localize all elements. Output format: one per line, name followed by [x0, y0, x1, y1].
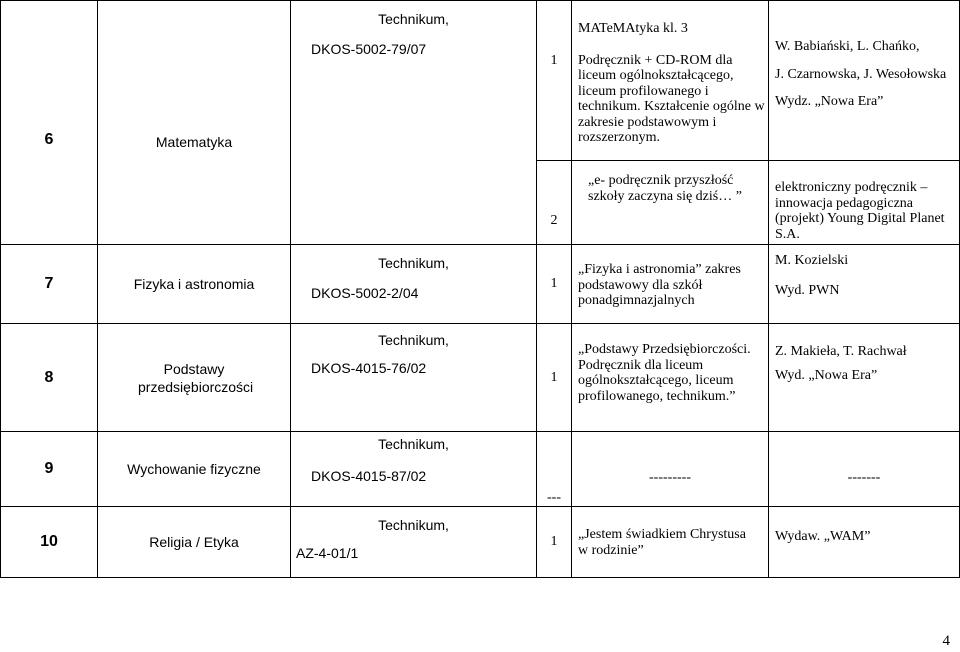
- title-line: Podręcznik + CD-ROM dla: [578, 52, 733, 68]
- subject-cell: [98, 1, 291, 245]
- school-code-cell: [291, 324, 537, 432]
- part-number: 1: [537, 324, 572, 432]
- title-line: w rodzinie”: [578, 542, 644, 558]
- page-number: 4: [942, 633, 950, 649]
- title-cell: [572, 324, 769, 432]
- school-code-cell: [291, 432, 537, 507]
- school-type: Technikum,: [378, 255, 449, 271]
- title-line: liceum profilowanego i: [578, 83, 709, 99]
- subject-name: Matematyka: [155, 134, 233, 150]
- author-cell: [769, 324, 960, 432]
- author-cell: [769, 161, 960, 245]
- title-line: zakresie podstawowym i: [578, 114, 717, 130]
- school-code-cell: [291, 245, 537, 324]
- approval-code: DKOS-4015-76/02: [311, 360, 427, 376]
- approval-code: DKOS-5002-79/07: [311, 41, 427, 57]
- title-line: „Podstawy Przedsiębiorczości.: [578, 342, 751, 357]
- school-type: Technikum,: [378, 332, 449, 348]
- table-row: [1, 432, 960, 507]
- author-line: S.A.: [775, 226, 800, 242]
- title-cell: [572, 432, 769, 507]
- title-line: rozszerzonym.: [578, 130, 661, 145]
- subject-name: Fizyka i astronomia: [98, 245, 291, 324]
- approval-code: DKOS-5002-2/04: [311, 285, 419, 301]
- title-line: szkoły zaczyna się dziś… ”: [588, 188, 742, 204]
- title-line: ---------: [649, 470, 691, 485]
- author-line: Z. Makieła, T. Rachwał: [775, 344, 907, 359]
- author-cell: [769, 507, 960, 578]
- part-number: [537, 1, 572, 161]
- school-code-cell: [291, 507, 537, 578]
- part-number: [537, 161, 572, 245]
- title-line: ogólnokształcącego, liceum: [578, 373, 734, 388]
- title-line: profilowanego, technikum.”: [578, 388, 736, 404]
- author-line: J. Czarnowska, J. Wesołowska: [775, 66, 947, 82]
- approval-code: DKOS-4015-87/02: [311, 468, 427, 484]
- title-cell: [572, 161, 769, 245]
- title-line: ponadgimnazjalnych: [578, 293, 695, 308]
- author-line: Wydaw. „WAM”: [775, 529, 871, 544]
- title-line: MATeMAtyka kl. 3: [578, 21, 688, 36]
- author-cell: [769, 245, 960, 324]
- subject-name: Podstawy przedsiębiorczości: [98, 324, 291, 432]
- part-number: [537, 432, 572, 507]
- row-number: 9: [1, 432, 98, 507]
- part-number: 1: [537, 507, 572, 578]
- title-line: technikum. Kształcenie ogólne w: [578, 99, 765, 114]
- school-type: Technikum,: [378, 436, 449, 452]
- title-cell: [572, 1, 769, 161]
- title-line: „Fizyka i astronomia” zakres: [578, 262, 741, 277]
- part-number-text: 1: [550, 53, 558, 68]
- row-number-text: 6: [44, 131, 54, 148]
- school-type: Technikum,: [378, 517, 449, 533]
- row-number: 7: [1, 245, 98, 324]
- table-row: [1, 507, 960, 578]
- title-line: „Jestem świadkiem Chrystusa: [578, 527, 746, 542]
- author-line: Wyd. „Nowa Era”: [775, 367, 878, 383]
- school-type: Technikum,: [378, 11, 449, 27]
- author-cell: [769, 1, 960, 161]
- title-line: Podręcznik dla liceum: [578, 357, 704, 373]
- row-number: [1, 1, 98, 245]
- part-number-text: 2: [550, 213, 558, 228]
- table-row: [1, 1, 960, 161]
- row-number: 10: [1, 507, 98, 578]
- part-number: 1: [537, 245, 572, 324]
- part-dash: ---: [547, 490, 561, 505]
- title-line: „e- podręcznik przyszłość: [588, 173, 734, 188]
- table-row: [1, 245, 960, 324]
- author-line: W. Babiański, L. Chańko,: [775, 39, 920, 54]
- title-line: liceum ogólnokształcącego,: [578, 68, 734, 83]
- subject-name: Wychowanie fizyczne: [98, 432, 291, 507]
- author-cell: [769, 432, 960, 507]
- author-line: Wyd. PWN: [775, 282, 840, 298]
- approval-code: AZ-4-01/1: [296, 545, 359, 561]
- author-line: M. Kozielski: [775, 253, 849, 268]
- table-row: [1, 324, 960, 432]
- title-line: podstawowy dla szkół: [578, 277, 703, 293]
- author-line: (projekt) Young Digital Planet: [775, 211, 945, 226]
- school-code-cell: [291, 1, 537, 245]
- subject-name: Religia / Etyka: [98, 507, 291, 578]
- title-cell: [572, 245, 769, 324]
- title-cell: [572, 507, 769, 578]
- author-line: innowacja pedagogiczna: [775, 195, 913, 211]
- author-line: Wydz. „Nowa Era”: [775, 94, 884, 109]
- author-line: elektroniczny podręcznik –: [775, 180, 928, 195]
- row-number: 8: [1, 324, 98, 432]
- author-line: -------: [847, 470, 881, 485]
